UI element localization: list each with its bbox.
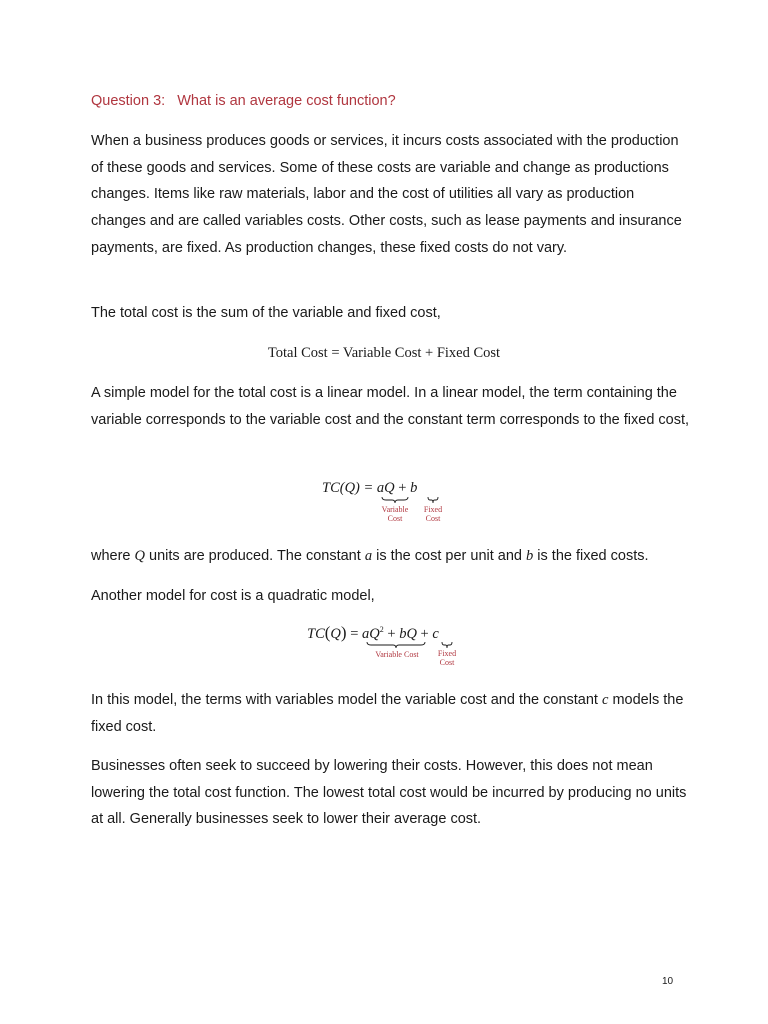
text-units-produced: units are produced. The constant <box>145 548 365 564</box>
eq-quad-bq: bQ <box>399 626 417 642</box>
eq-quad-plus1: + <box>383 626 400 642</box>
equation-linear-term1: aQ <box>376 480 395 496</box>
eq-quad-q: Q <box>330 626 341 642</box>
paragraph-total-cost: The total cost is the sum of the variable and fixed cost, <box>91 305 441 321</box>
underbrace-variable-linear <box>381 496 409 504</box>
underbrace-fixed-linear <box>427 496 439 504</box>
text-models-fixed-cost: models the fixed cost. <box>91 692 684 735</box>
equation-linear-term2: b <box>410 480 418 496</box>
paragraph-intro: When a business produces goods or services, it incurs costs associated with the production of these goods and services. Some of these costs are variable and change as productions changes. Items like raw materials, labor and the cost of utilities all vary as production changes and are called variables costs. Other costs, such as lease payments and insurance payments, are fixed. As production changes, these fixed costs do not vary. <box>91 133 682 256</box>
label-variable-cost-linear <box>374 505 416 523</box>
math-c: c <box>601 692 609 708</box>
math-a: a <box>364 548 373 564</box>
eq-quad-tc: TC <box>307 626 325 642</box>
text-cost-per-unit: is the cost per unit and <box>372 548 527 564</box>
eq-quad-paren-open: ( <box>324 623 331 642</box>
label-quad-fixed-line2: Cost <box>439 658 455 667</box>
label-fixed-line2: Cost <box>425 514 441 523</box>
eq-quad-exponent: 2 <box>379 625 384 635</box>
label-variable-line2: Cost <box>387 514 403 523</box>
label-quad-fixed-line1: Fixed <box>437 649 457 658</box>
page-number: 10 <box>662 976 674 987</box>
label-fixed-cost-linear <box>418 505 448 523</box>
eq-quad-paren-close: ) <box>340 623 347 642</box>
label-fixed-line1: Fixed <box>423 505 443 514</box>
equation-total-cost: Total Cost = Variable Cost + Fixed Cost <box>267 345 501 361</box>
equation-linear <box>322 480 417 497</box>
eq-quad-equals: = <box>346 626 363 642</box>
eq-quad-c: c <box>432 626 439 642</box>
math-q: Q <box>134 548 146 564</box>
underbrace-variable-quadratic <box>366 641 426 649</box>
eq-quad-plus2: + <box>416 626 433 642</box>
underbrace-fixed-quadratic <box>441 641 453 649</box>
paragraph-average-cost: Businesses often seek to succeed by lowering their costs. However, this does not mean lowering the total cost function. The lowest total cost would be incurred by producing no units at all. Generally businesses seek to lower their average cost. <box>91 758 687 828</box>
label-variable-cost-quadratic: Variable Cost <box>375 650 419 659</box>
text-terms-with-variables: In this model, the terms with variables model the variable cost and the constant <box>91 692 602 708</box>
label-fixed-cost-quadratic <box>432 649 462 667</box>
eq-quad-aq: aQ <box>362 626 380 642</box>
math-b: b <box>526 548 534 564</box>
paragraph-quadratic-intro: Another model for cost is a quadratic model, <box>91 588 375 604</box>
equation-linear-lhs: TC(Q) = <box>322 480 377 496</box>
text-where: where <box>91 548 135 564</box>
equation-linear-plus: + <box>394 480 411 496</box>
label-variable-line1: Variable <box>381 505 409 514</box>
paragraph-linear-explanation <box>91 543 691 570</box>
question-heading: Question 3: What is an average cost function? <box>91 93 396 109</box>
equation-quadratic <box>307 623 439 643</box>
paragraph-linear-model: A simple model for the total cost is a linear model. In a linear model, the term containing the variable corresponds to the variable cost and the constant term corresponds to the fixed cost, <box>91 385 690 428</box>
paragraph-quadratic-explanation <box>91 687 691 740</box>
text-fixed-costs: is the fixed costs. <box>533 548 649 564</box>
